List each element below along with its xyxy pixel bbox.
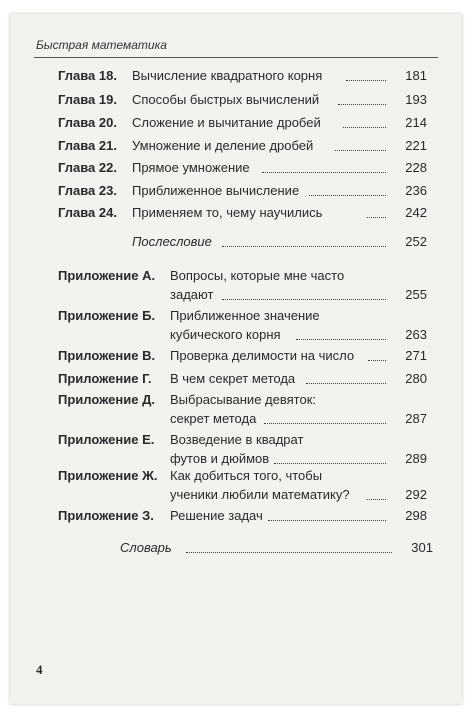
toc-entry-chapter-21 — [0, 138, 474, 154]
appendix-title-line1: Выбрасывание девяток: — [170, 392, 316, 407]
leader-dots — [335, 150, 386, 151]
appendix-title-line1: Решение задач — [170, 508, 263, 523]
appendix-title-line2: секрет метода — [170, 411, 257, 426]
page-number: 289 — [405, 451, 427, 466]
toc-entry-chapter-18 — [0, 68, 474, 84]
leader-dots — [268, 520, 386, 521]
chapter-label: Глава 23. — [58, 183, 117, 198]
toc-entry-chapter-23 — [0, 183, 474, 199]
page-number: 236 — [405, 183, 427, 198]
leader-dots — [338, 104, 386, 105]
page-number: 301 — [411, 540, 433, 555]
page-number: 298 — [405, 508, 427, 523]
page-number: 252 — [405, 234, 427, 249]
appendix-title-line2: кубического корня — [170, 327, 281, 342]
chapter-label: Глава 21. — [58, 138, 117, 153]
leader-dots — [186, 552, 392, 553]
chapter-label: Глава 18. — [58, 68, 117, 83]
running-head: Быстрая математика — [36, 38, 167, 52]
appendix-title-line1: Приближенное значение — [170, 308, 320, 323]
leader-dots — [264, 423, 386, 424]
appendix-title-line1: В чем секрет метода — [170, 371, 296, 386]
appendix-title-line2: ученики любили математику? — [170, 487, 350, 502]
leader-dots — [222, 246, 386, 247]
appendix-title-line2: задают — [170, 287, 214, 302]
appendix-title-line1: Как добиться того, чтобы — [170, 468, 323, 483]
chapter-title: Сложение и вычитание дробей — [132, 115, 321, 130]
page-number: 214 — [405, 115, 427, 130]
chapter-title: Приближенное вычисление — [132, 183, 300, 198]
appendix-label: Приложение Е. — [58, 432, 155, 447]
leader-dots — [262, 172, 386, 173]
toc-entry-chapter-24 — [0, 205, 474, 221]
leader-dots — [367, 499, 386, 500]
appendix-title-line1: Проверка делимости на число — [170, 348, 355, 363]
page-number: 228 — [405, 160, 427, 175]
chapter-label: Глава 24. — [58, 205, 117, 220]
page-number: 263 — [405, 327, 427, 342]
toc-entry-appendix-v — [0, 348, 474, 364]
page-number: 181 — [405, 68, 427, 83]
page-number: 271 — [405, 348, 427, 363]
afterword-title: Послесловие — [132, 234, 212, 249]
page-number: 242 — [405, 205, 427, 220]
appendix-label: Приложение Д. — [58, 392, 155, 407]
page-number: 221 — [405, 138, 427, 153]
chapter-title: Способы быстрых вычислений — [132, 92, 320, 107]
toc-entry-appendix-z — [0, 508, 474, 524]
glossary-title: Словарь — [120, 540, 172, 555]
leader-dots — [222, 299, 386, 300]
page-number: 280 — [405, 371, 427, 386]
appendix-label: Приложение В. — [58, 348, 156, 363]
chapter-label: Глава 22. — [58, 160, 117, 175]
appendix-label: Приложение Г. — [58, 371, 152, 386]
toc-entry-chapter-19 — [0, 92, 474, 108]
appendix-label: Приложение Ж. — [58, 468, 158, 483]
leader-dots — [309, 195, 386, 196]
chapter-label: Глава 19. — [58, 92, 117, 107]
page-number: 255 — [405, 287, 427, 302]
toc-entry-chapter-22 — [0, 160, 474, 176]
leader-dots — [274, 463, 386, 464]
leader-dots — [346, 80, 386, 81]
page-number: 292 — [405, 487, 427, 502]
toc-entry-afterword — [0, 234, 474, 250]
leader-dots — [296, 339, 386, 340]
appendix-title-line1: Возведение в квадрат — [170, 432, 304, 447]
toc-entry-appendix-d — [0, 392, 474, 428]
leader-dots — [343, 127, 386, 128]
header-rule — [34, 57, 438, 58]
toc-entry-appendix-b — [0, 308, 474, 344]
toc-entry-appendix-g — [0, 371, 474, 387]
page-number: 287 — [405, 411, 427, 426]
toc-entry-appendix-a — [0, 268, 474, 304]
chapter-title: Прямое умножение — [132, 160, 250, 175]
toc-entry-appendix-e — [0, 432, 474, 468]
leader-dots — [368, 360, 386, 361]
chapter-label: Глава 20. — [58, 115, 117, 130]
appendix-title-line1: Вопросы, которые мне часто — [170, 268, 345, 283]
page-folio: 4 — [36, 662, 43, 677]
leader-dots — [367, 217, 386, 218]
appendix-label: Приложение А. — [58, 268, 156, 283]
toc-entry-chapter-20 — [0, 115, 474, 131]
chapter-title: Умножение и деление дробей — [132, 138, 314, 153]
leader-dots — [306, 383, 386, 384]
toc-entry-appendix-zh — [0, 468, 474, 504]
toc-entry-glossary — [0, 540, 474, 556]
page-number: 193 — [405, 92, 427, 107]
chapter-title: Вычисление квадратного корня — [132, 68, 323, 83]
appendix-label: Приложение З. — [58, 508, 154, 523]
appendix-label: Приложение Б. — [58, 308, 156, 323]
chapter-title: Применяем то, чему научились — [132, 205, 323, 220]
appendix-title-line2: футов и дюймов — [170, 451, 270, 466]
